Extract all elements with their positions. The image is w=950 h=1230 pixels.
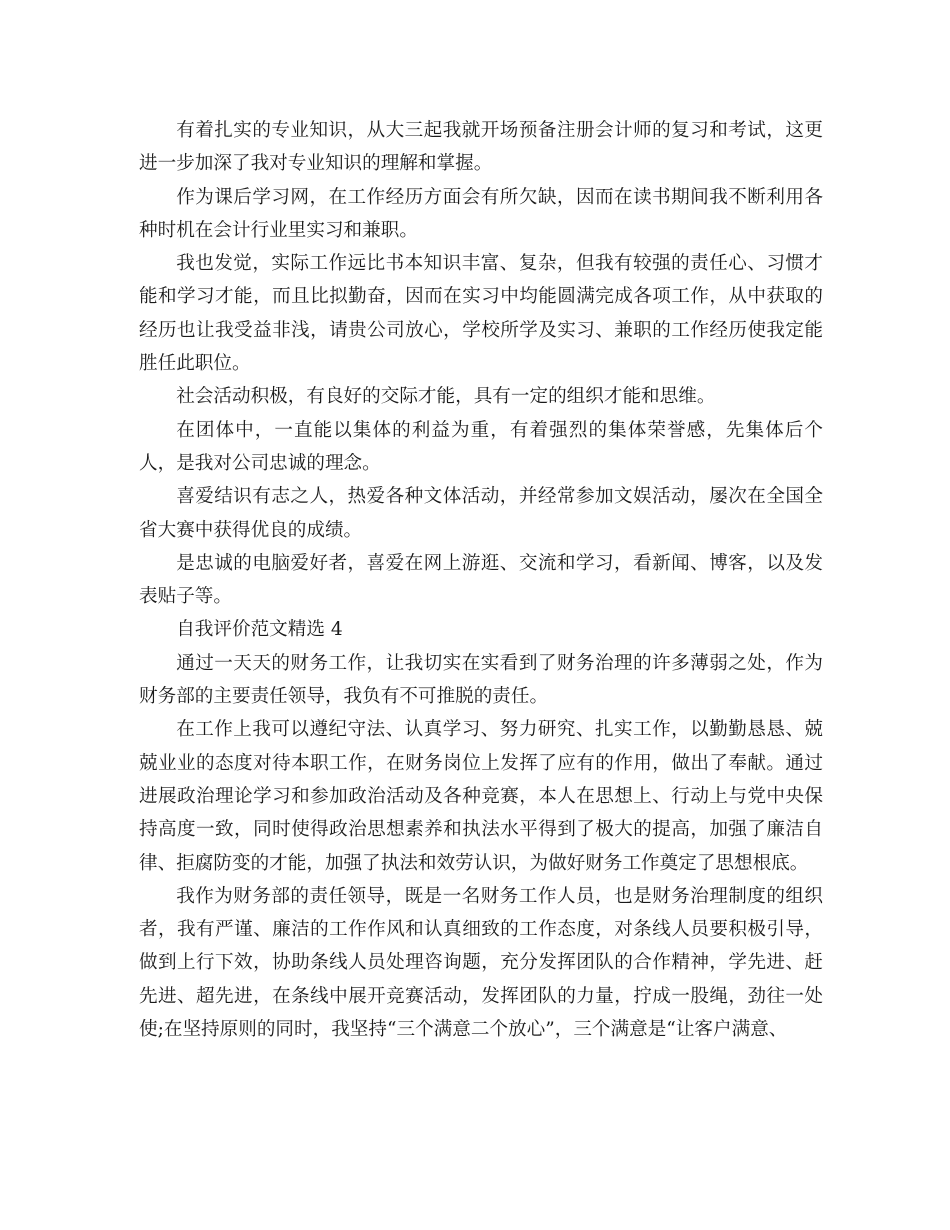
paragraph-2: 作为课后学习网，在工作经历方面会有所欠缺，因而在读书期间我不断利用各种时机在会计行业里实习和兼职。	[139, 186, 823, 241]
section-heading: 自我评价范文精选 4	[176, 619, 343, 641]
paragraph-4: 社会活动积极，有良好的交际才能，具有一定的组织才能和思维。	[176, 386, 716, 408]
paragraph-5: 在团体中，一直能以集体的利益为重，有着强烈的集体荣誉感，先集体后个人，是我对公司忠诚的理念。	[139, 419, 823, 474]
paragraph-8: 通过一天天的财务工作，让我切实在实看到了财务治理的许多薄弱之处，作为财务部的主要责任领导，我负有不可推脱的责任。	[139, 652, 823, 708]
paragraph-7: 是忠诚的电脑爱好者，喜爱在网上游逛、交流和学习，看新闻、博客，以及发表贴子等。	[139, 552, 823, 608]
paragraph-6: 喜爱结识有志之人，热爱各种文体活动，并经常参加文娱活动，屡次在全国全省大赛中获得优良的成绩。	[139, 486, 823, 541]
paragraph-10: 我作为财务部的责任领导，既是一名财务工作人员，也是财务治理制度的组织者，我有严谨、廉洁的工作作风和认真细致的工作态度，对条线人员要积极引导，做到上行下效，协助条线人员处理咨询题，充分发挥团队的合作精神，学先进、赶先进、超先进，在条线中展开竞赛活动，发挥团队的力量，拧成一股绳，劲往一处使;在坚持原则的同时，我坚持“三个满意二个放心”，三个满意是“让客户满意、	[139, 885, 823, 1041]
document-body	[139, 114, 823, 1046]
paragraph-1: 有着扎实的专业知识，从大三起我就开场预备注册会计师的复习和考试，这更进一步加深了我对专业知识的理解和掌握。	[139, 120, 823, 175]
paragraph-9: 在工作上我可以遵纪守法、认真学习、努力研究、扎实工作，以勤勤恳恳、兢兢业业的态度对待本职工作，在财务岗位上发挥了应有的作用，做出了奉献。通过进展政治理论学习和参加政治活动及各种竞赛，本人在思想上、行动上与党中央保持高度一致，同时使得政治思想素养和执法水平得到了极大的提高，加强了廉洁自律、拒腐防变的才能，加强了执法和效劳认识，为做好财务工作奠定了思想根底。	[139, 719, 823, 874]
paragraph-3: 我也发觉，实际工作远比书本知识丰富、复杂，但我有较强的责任心、习惯才能和学习才能，而且比拟勤奋，因而在实习中均能圆满完成各项工作，从中获取的经历也让我受益非浅，请贵公司放心，学校所学及实习、兼职的工作经历使我定能胜任此职位。	[139, 253, 823, 375]
